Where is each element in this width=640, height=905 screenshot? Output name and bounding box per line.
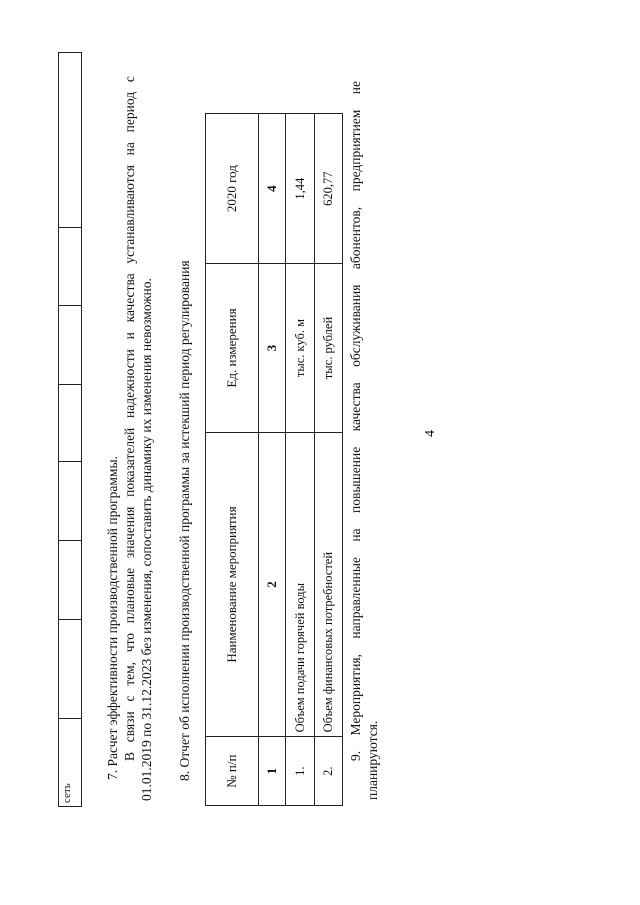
value-2020: 1,44	[286, 114, 315, 264]
table-cell: сеть	[59, 719, 82, 807]
table-row	[315, 114, 343, 806]
column-number-row	[259, 114, 286, 806]
section-7-line-2: 01.01.2019 по 31.12.2023 без изменения, сопоставить динамику их изменения невозможно.	[139, 278, 154, 801]
activity-name: Объем подачи горячей воды	[286, 432, 315, 737]
empty-cell	[59, 53, 82, 228]
header-cell: 2020 год	[206, 114, 259, 264]
unit: тыс. рублей	[315, 264, 343, 432]
word: плановые	[122, 567, 137, 624]
word: тем,	[122, 661, 137, 686]
continuation-table	[58, 52, 82, 807]
report-table	[205, 113, 343, 806]
word: В	[122, 751, 137, 761]
table-row	[286, 114, 315, 806]
word: абонентов,	[348, 206, 363, 270]
word: и	[122, 332, 137, 340]
row-number: 1.	[286, 737, 315, 806]
unit: тыс. куб. м	[286, 264, 315, 432]
page-number: 4	[423, 430, 438, 437]
section-8-title: 8. Отчет об исполнении производственной программы за истекший период регулирования	[177, 260, 192, 781]
header-cell: Наименование мероприятия	[206, 432, 259, 737]
row-number: 2.	[315, 737, 343, 806]
table-header-row	[206, 114, 259, 806]
word: Мероприятия,	[348, 654, 363, 736]
empty-cell	[59, 619, 82, 718]
header-cell: № п/п	[206, 737, 259, 806]
empty-cell	[59, 305, 82, 384]
word: повышение	[348, 446, 363, 514]
word: устанавливаются	[122, 165, 137, 264]
word: с	[122, 76, 137, 83]
word: что	[122, 632, 137, 653]
word: на	[348, 528, 363, 542]
section-7-line-1	[123, 76, 137, 761]
section-7-title: 7. Расчет эффективности производственной программы.	[105, 456, 120, 780]
word: не	[348, 81, 363, 95]
section-9-line-2: планируются.	[365, 720, 380, 800]
word: 9.	[348, 750, 363, 761]
activity-name: Объем финансовых потребностей	[315, 432, 343, 737]
word: показателей	[122, 427, 137, 497]
table-row	[59, 53, 82, 807]
value-2020: 620,77	[315, 114, 343, 264]
empty-cell	[59, 228, 82, 306]
column-number: 4	[259, 114, 286, 264]
header-cell: Ед. измерения	[206, 264, 259, 432]
column-number: 3	[259, 264, 286, 432]
word: качества	[122, 273, 137, 323]
empty-cell	[59, 384, 82, 462]
empty-cell	[59, 541, 82, 620]
column-number: 2	[259, 432, 286, 737]
word: с	[122, 695, 137, 702]
word: надежности	[122, 349, 137, 418]
word: период	[122, 91, 137, 133]
word: на	[122, 142, 137, 156]
word: связи	[122, 711, 137, 743]
word: предприятием	[348, 109, 363, 192]
empty-cell	[59, 462, 82, 541]
word: качества	[348, 382, 363, 432]
word: обслуживания	[348, 284, 363, 367]
section-9-line-1	[349, 81, 363, 761]
column-number: 1	[259, 737, 286, 806]
word: значения	[122, 506, 137, 559]
word: направленные	[348, 557, 363, 639]
